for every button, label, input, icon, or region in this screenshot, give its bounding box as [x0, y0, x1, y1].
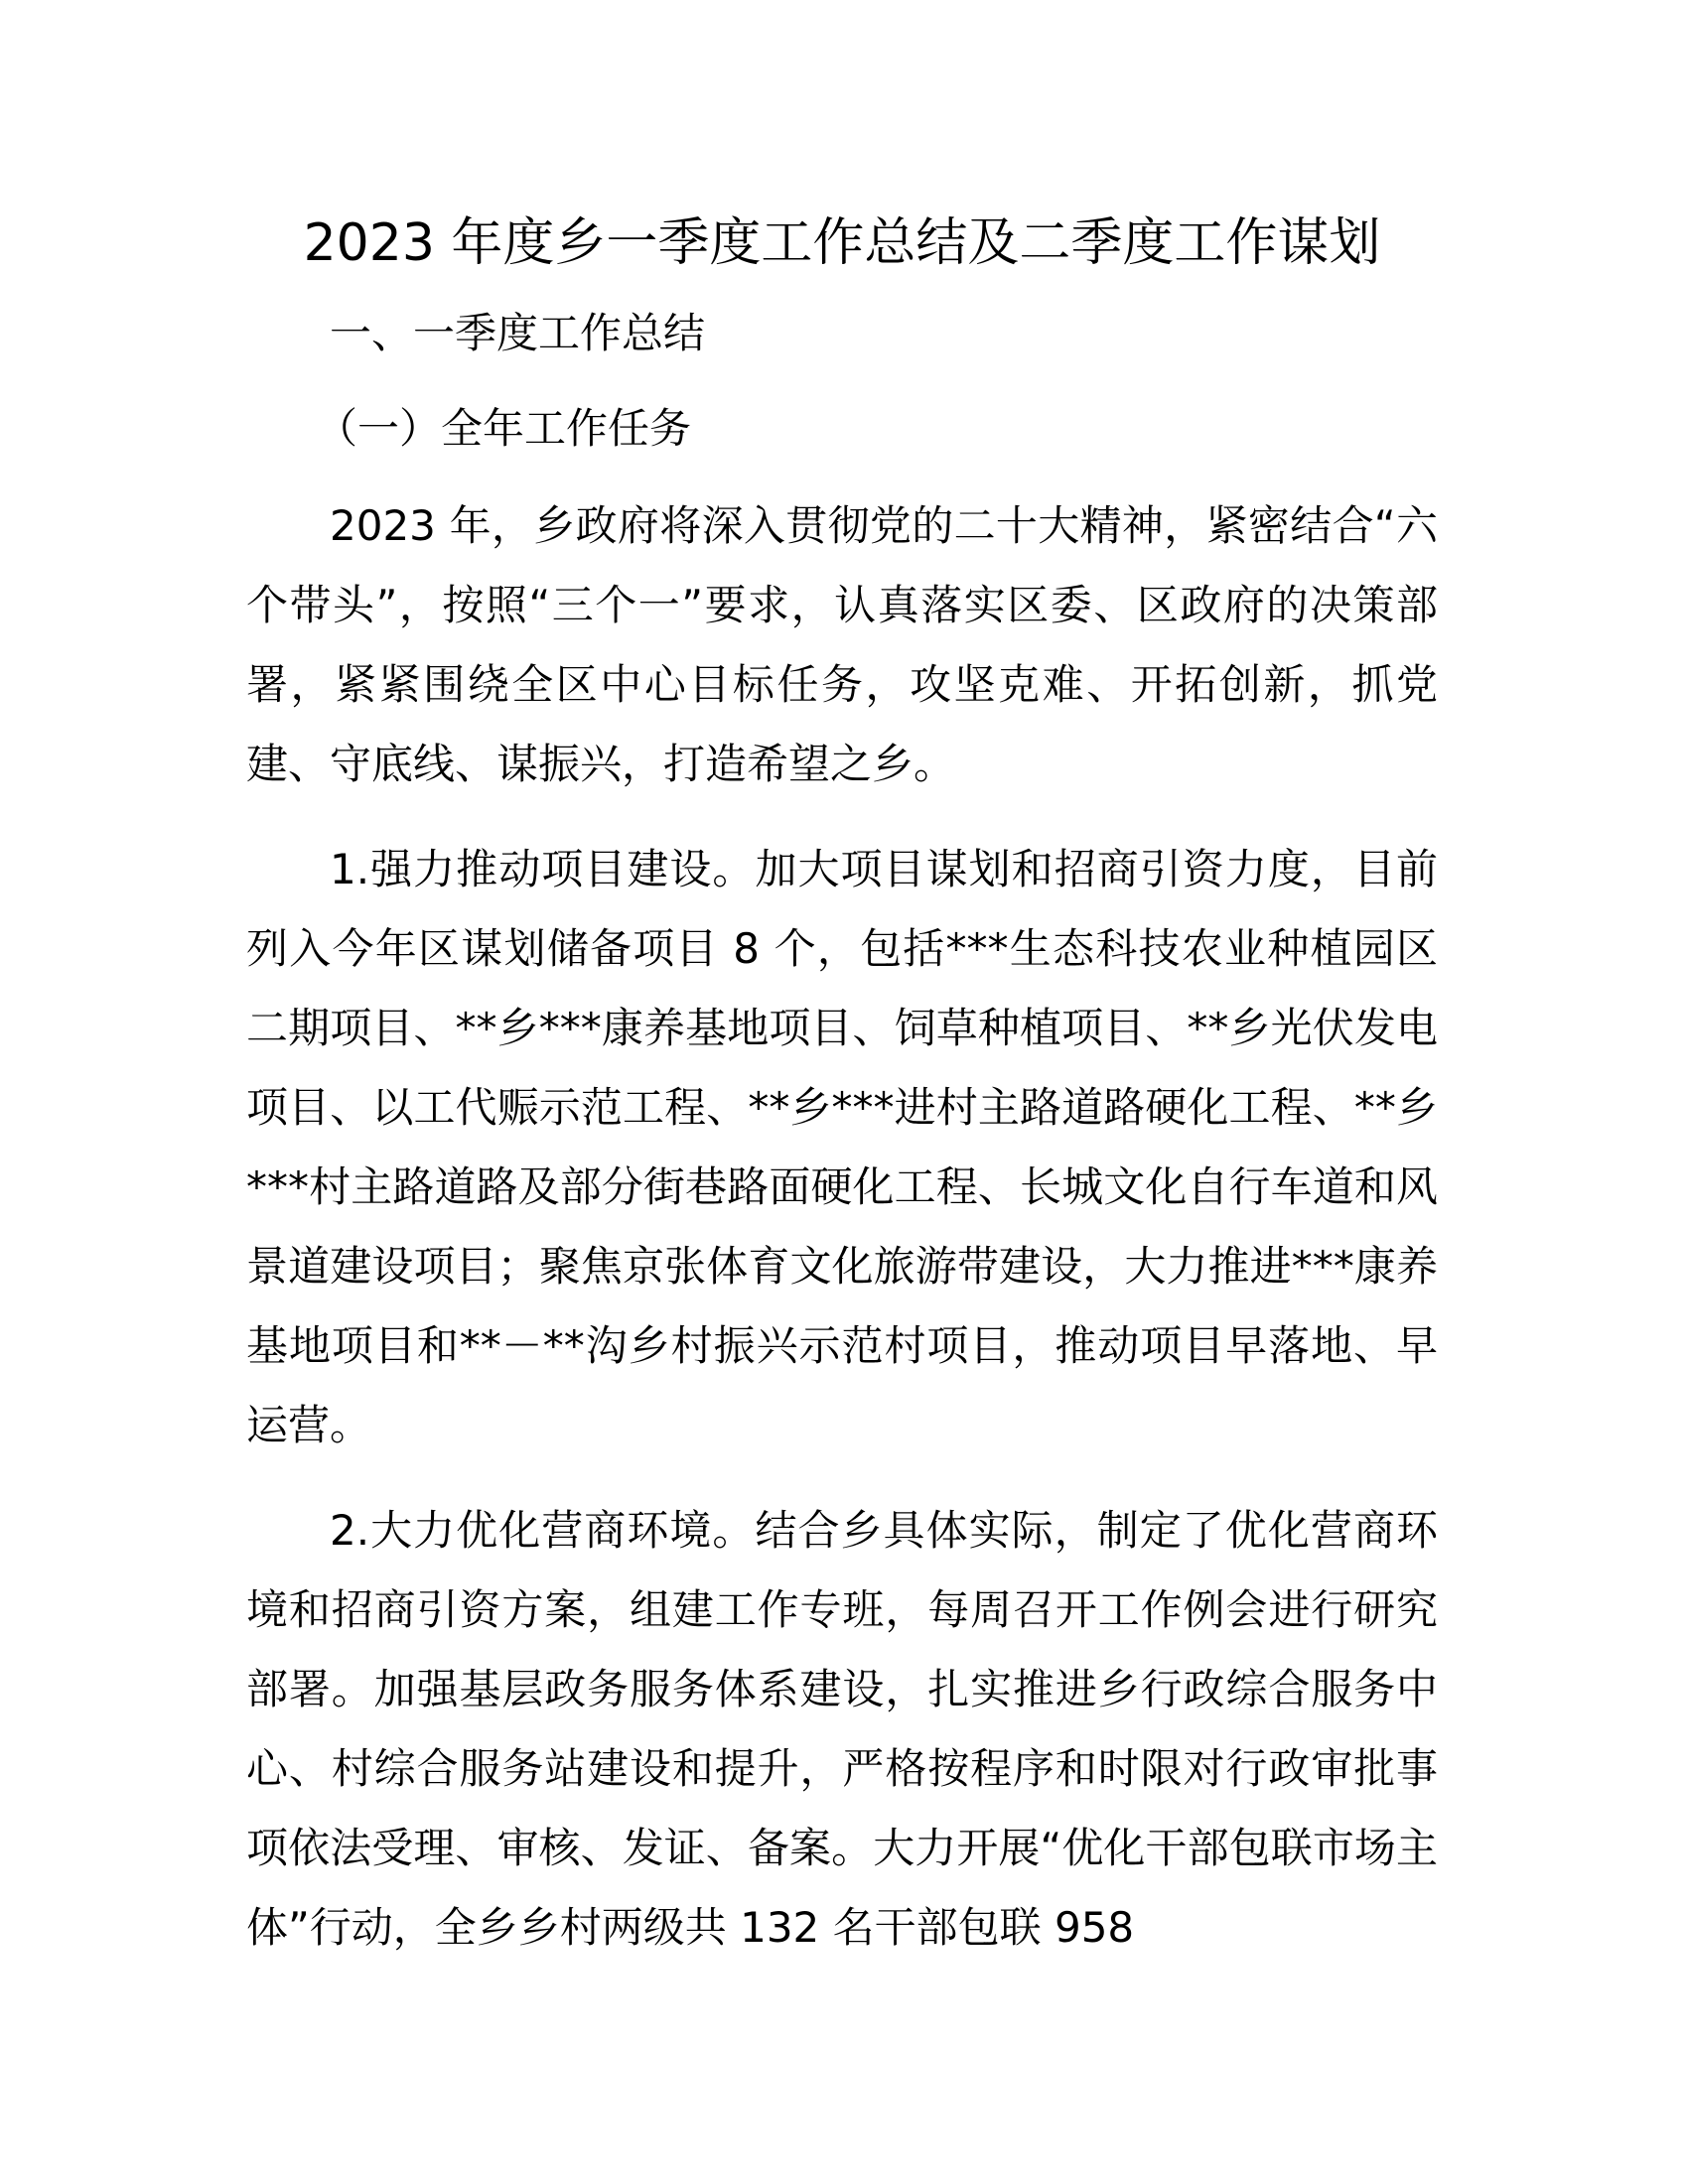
- subsection-heading: （一）全年工作任务: [316, 404, 692, 453]
- document-page: [246, 199, 1438, 1968]
- paragraph-intro: 2023 年，乡政府将深入贯彻党的二十大精神，紧密结合“六个带头”，按照“三个一”要求，认真落实区委、区政府的决策部署，紧紧围绕全区中心目标任务，攻坚克难、开拓创新，抓党建、守底线、谋振兴，打造希望之乡。: [246, 501, 1438, 788]
- document-title: 2023 年度乡一季度工作总结及二季度工作谋划: [303, 213, 1381, 273]
- paragraph-business-environment: 2.大力优化营商环境。结合乡具体实际，制定了优化营商环境和招商引资方案，组建工作专班，每周召开工作例会进行研究部署。加强基层政务服务体系建设，扎实推进乡行政综合服务中心、村综合服务站建设和提升，严格按程序和时限对行政审批事项依法受理、审核、发证、备案。大力开展“优化干部包联市场主体”行动，全乡乡村两级共 132 名干部包联 958: [246, 1506, 1438, 1952]
- section-heading: 一、一季度工作总结: [330, 309, 706, 357]
- paragraph-project-construction: 1.强力推动项目建设。加大项目谋划和招商引资力度，目前列入今年区谋划储备项目 8 个，包括***生态科技农业种植园区二期项目、**乡***康养基地项目、饲草种植项目、**乡光伏发电项目、以工代赈示范工程、**乡***进村主路道路硬化工程、**乡***村主路道路及部分街巷路面硬化工程、长城文化自行车道和风景道建设项目；聚焦京张体育文化旅游带建设，大力推进***康养基地项目和**－**沟乡村振兴示范村项目，推动项目早落地、早运营。: [246, 845, 1438, 1449]
